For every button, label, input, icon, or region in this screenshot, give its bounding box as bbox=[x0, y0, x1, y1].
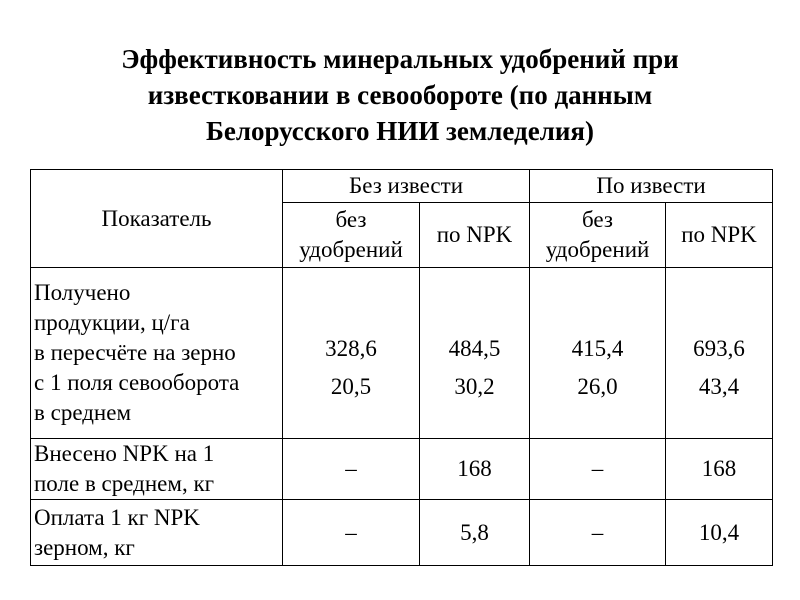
row-label-line: в среднем bbox=[34, 400, 131, 425]
cell-npk-payback-1: – bbox=[283, 500, 420, 566]
row-label-npk-payback bbox=[31, 500, 283, 566]
value-grain: 693,6 bbox=[693, 336, 745, 361]
value-average: 20,5 bbox=[330, 374, 372, 399]
title-line-2: известковании в севообороте (по данным bbox=[147, 80, 653, 110]
cell-npk-payback-2: 5,8 bbox=[420, 500, 530, 566]
header-sub-npk-1: по NPK bbox=[420, 203, 530, 268]
row-label-line: поле в среднем, кг bbox=[34, 471, 215, 496]
row-label-line: Получено bbox=[34, 280, 131, 305]
header-indicator: Показатель bbox=[31, 170, 283, 268]
value-average: 30,2 bbox=[454, 374, 495, 399]
title-line-1: Эффективность минеральных удобрений при bbox=[121, 44, 679, 74]
row-label-line: продукции, ц/га bbox=[34, 310, 190, 335]
cell-production-no-lime-npk bbox=[420, 268, 530, 439]
header-sub-npk-2: по NPK bbox=[666, 203, 773, 268]
row-label-line: с 1 поля севооборота bbox=[34, 370, 240, 395]
title-line-3: Белорусского НИИ земледелия) bbox=[205, 116, 595, 146]
row-label-line: Внесено NPK на 1 bbox=[34, 441, 215, 466]
cell-production-lime-npk bbox=[666, 268, 773, 439]
row-label-line: Оплата 1 кг NPK bbox=[34, 504, 200, 530]
header-sub-no-fert-2: без удобрений bbox=[530, 203, 666, 268]
row-label-npk-applied bbox=[31, 439, 283, 500]
cell-npk-applied-4: 168 bbox=[666, 439, 773, 500]
cell-npk-applied-3: – bbox=[530, 439, 666, 500]
efficiency-table bbox=[30, 169, 773, 566]
cell-npk-applied-2: 168 bbox=[420, 439, 530, 500]
row-label-line: зерном, кг bbox=[34, 534, 135, 560]
cell-production-lime-no-fert bbox=[530, 268, 666, 439]
header-group-lime: По извести bbox=[530, 170, 773, 203]
table-row-npk-applied bbox=[31, 439, 773, 500]
value-average: 43,4 bbox=[698, 374, 740, 399]
cell-production-no-lime-no-fert bbox=[283, 268, 420, 439]
table-row-production bbox=[31, 268, 773, 439]
value-grain: 328,6 bbox=[325, 336, 377, 361]
cell-npk-payback-3: – bbox=[530, 500, 666, 566]
table-row-npk-payback bbox=[31, 500, 773, 566]
header-sub-no-fert-1: без удобрений bbox=[283, 203, 420, 268]
header-group-no-lime: Без извести bbox=[283, 170, 530, 203]
value-average: 26,0 bbox=[577, 374, 618, 399]
cell-npk-applied-1: – bbox=[283, 439, 420, 500]
cell-npk-payback-4: 10,4 bbox=[666, 500, 773, 566]
value-grain: 415,4 bbox=[571, 336, 624, 361]
header-row-groups bbox=[31, 170, 773, 203]
row-label-production bbox=[31, 268, 283, 439]
row-label-line: в пересчёте на зерно bbox=[34, 340, 236, 365]
value-grain: 484,5 bbox=[448, 336, 501, 361]
page-title bbox=[40, 41, 760, 149]
